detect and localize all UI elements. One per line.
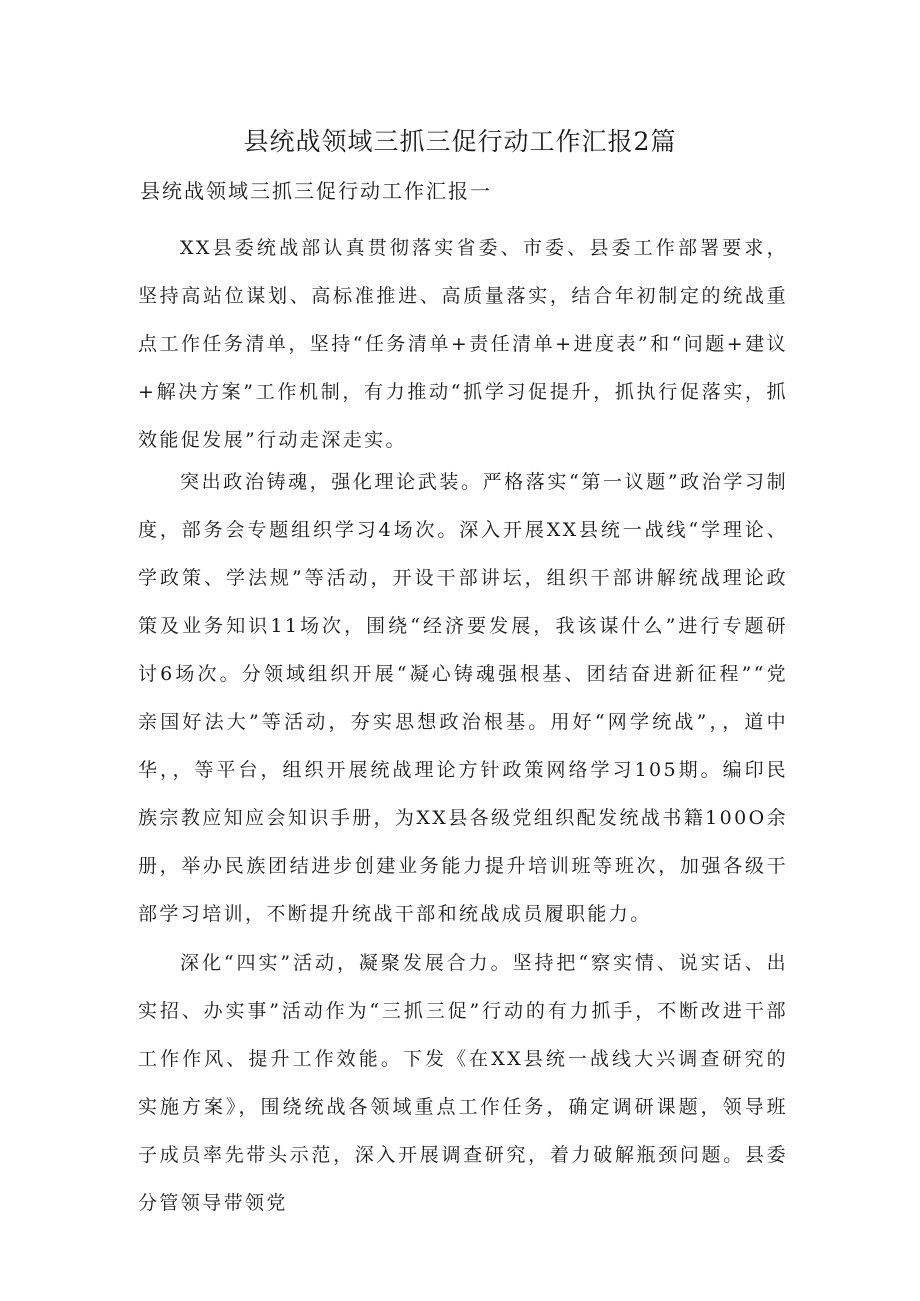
- paragraph-intro: XX县委统战部认真贯彻落实省委、市委、县委工作部署要求，坚持高站位谋划、高标准推进、高质量落实，结合年初制定的统战重点工作任务清单，坚持“任务清单+责任清单+进度表”和“问题+建议+解决方案”工作机制，有力推动“抓学习促提升，抓执行促落实，抓效能促发展”行动走深走实。: [138, 237, 788, 451]
- paragraph-four-shi-activity: 深化“四实”活动，凝聚发展合力。坚持把“察实情、说实话、出实招、办实事”活动作为“三抓三促”行动的有力抓手，不断改进干部工作作风、提升工作效能。下发《在XX县统一战线大兴调查研究的实施方案》，围绕统战各领域重点工作任务，确定调研课题，领导班子成员率先带头示范，深入开展调查研究，着力破解瓶颈问题。县委分管领导带领党: [138, 952, 788, 1214]
- paragraph-political-study: 突出政治铸魂，强化理论武装。严格落实“第一议题”政治学习制度，部务会专题组织学习4场次。深入开展XX县统一战线“学理论、学政策、学法规”等活动，开设干部讲坛，组织干部讲解统战理论政策及业务知识11场次，围绕“经济要发展，我该谋什么”进行专题研讨6场次。分领域组织开展“凝心铸魂强根基、团结奋进新征程”“党亲国好法大”等活动，夯实思想政治根基。用好“网学统战”，，道中华，，等平台，组织开展统战理论方针政策网络学习105期。编印民族宗教应知应会知识手册，为XX县各级党组织配发统战书籍100O余册，举办民族团结进步创建业务能力提升培训班等班次，加强各级干部学习培训，不断提升统战干部和统战成员履职能力。: [138, 471, 788, 925]
- section-subtitle: 县统战领域三抓三促行动工作汇报一: [140, 179, 492, 203]
- document-title: 县统战领域三抓三促行动工作汇报2篇: [243, 127, 677, 156]
